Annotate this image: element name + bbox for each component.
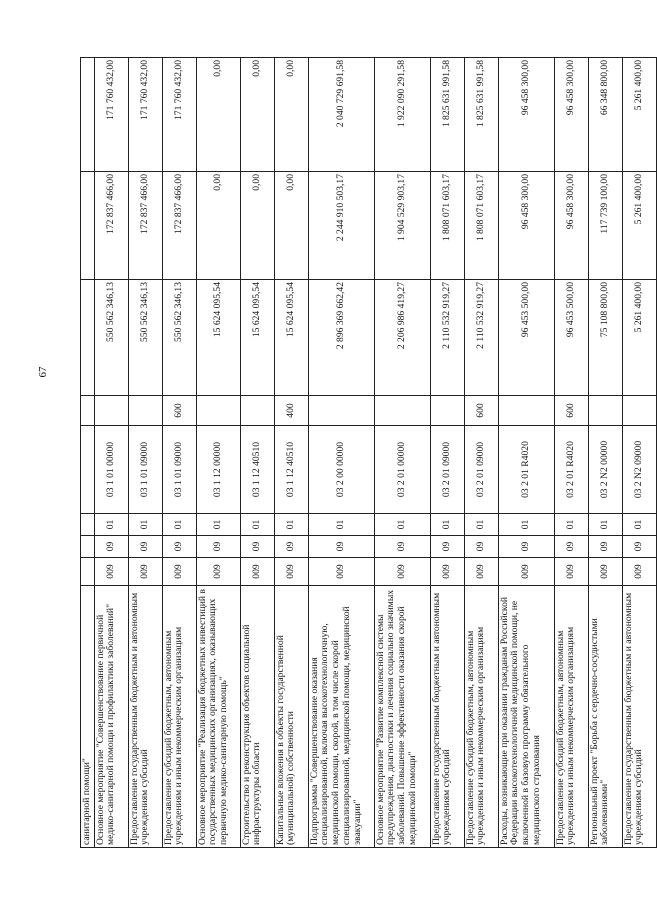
cell-description: санитарной помощи"	[81, 586, 95, 848]
cell-amount-1: 550 562 346,13	[94, 280, 128, 396]
cell-ministry: 009	[274, 558, 308, 586]
cell-ministry: 009	[464, 558, 498, 586]
cell-subsection: 01	[588, 514, 622, 536]
cell-amount-2: 1 904 529 903,17	[374, 172, 430, 280]
cell-target-article: 03 2 01 R4020	[498, 426, 554, 514]
cell-amount-2: 5 261 400,00	[622, 172, 656, 280]
cell-section: 09	[588, 536, 622, 558]
cell-ministry: 009	[128, 558, 162, 586]
cell-subsection: 01	[374, 514, 430, 536]
table-row	[554, 58, 588, 848]
cell-expense-type	[622, 396, 656, 426]
cell-amount-2: 172 837 466,00	[94, 172, 128, 280]
cell-section: 09	[374, 536, 430, 558]
cell-description: Основное мероприятие "Совершенствование первичной медико-санитарной помощи и профилактики заболеваний"	[94, 586, 128, 848]
cell-subsection: 01	[94, 514, 128, 536]
cell-description: Строительство и реконструкция объектов социальной инфраструктуры области	[240, 586, 274, 848]
cell-amount-1: 2 110 532 919,27	[430, 280, 464, 396]
cell-description: Подпрограмма "Совершенствование оказания специализированной, включая высокотехнологичную, медицинской помощи, скорой, в том числе скорой специализированной, медицинской помощи, медицинской эвакуации"	[308, 586, 374, 848]
cell-subsection: 01	[430, 514, 464, 536]
cell-amount-1: 15 624 095,54	[240, 280, 274, 396]
cell-amount-3: 2 040 729 691,58	[308, 58, 374, 172]
cell-description: Предоставление субсидий бюджетным, автономным учреждениям и иным некоммерческим организациям	[464, 586, 498, 848]
cell-amount-2: 0,00	[196, 172, 240, 280]
cell-description: Предоставление субсидий бюджетным, автономным учреждениям и иным некоммерческим организациям	[554, 586, 588, 848]
cell-expense-type	[81, 396, 95, 426]
table-row	[196, 58, 240, 848]
cell-amount-2: 0,00	[240, 172, 274, 280]
cell-amount-3: 171 760 432,00	[94, 58, 128, 172]
cell-section: 09	[622, 536, 656, 558]
cell-expense-type	[240, 396, 274, 426]
cell-amount-2: 172 837 466,00	[128, 172, 162, 280]
cell-section: 09	[274, 536, 308, 558]
cell-subsection: 01	[162, 514, 196, 536]
cell-amount-2	[81, 172, 95, 280]
cell-amount-2: 2 244 910 503,17	[308, 172, 374, 280]
cell-expense-type	[430, 396, 464, 426]
cell-section: 09	[308, 536, 374, 558]
cell-expense-type	[374, 396, 430, 426]
cell-description: Предоставление государственным бюджетным и автономным учреждениям субсидий	[430, 586, 464, 848]
cell-target-article: 03 2 N2 00000	[588, 426, 622, 514]
table-row	[498, 58, 554, 848]
cell-ministry: 009	[430, 558, 464, 586]
table-row	[81, 58, 95, 848]
cell-expense-type	[94, 396, 128, 426]
cell-amount-2: 1 808 071 603,17	[464, 172, 498, 280]
cell-ministry: 009	[162, 558, 196, 586]
cell-amount-1: 2 110 532 919,27	[464, 280, 498, 396]
rotated-page	[80, 58, 645, 848]
cell-target-article: 03 2 N2 09000	[622, 426, 656, 514]
cell-target-article: 03 1 01 00000	[94, 426, 128, 514]
cell-ministry: 009	[374, 558, 430, 586]
cell-ministry: 009	[554, 558, 588, 586]
cell-expense-type	[498, 396, 554, 426]
cell-section: 09	[430, 536, 464, 558]
cell-ministry: 009	[94, 558, 128, 586]
cell-target-article: 03 2 01 R4020	[554, 426, 588, 514]
cell-subsection: 01	[622, 514, 656, 536]
cell-amount-2: 1 808 071 603,17	[430, 172, 464, 280]
budget-table	[80, 57, 657, 848]
cell-description: Предоставление субсидий бюджетным, автономным учреждениям и иным некоммерческим организациям	[162, 586, 196, 848]
page-number: 67	[37, 366, 49, 378]
cell-target-article: 03 2 01 00000	[374, 426, 430, 514]
cell-subsection: 01	[196, 514, 240, 536]
cell-amount-1: 15 624 095,54	[274, 280, 308, 396]
cell-target-article: 03 2 01 09000	[430, 426, 464, 514]
table-body	[81, 58, 657, 848]
table-row	[94, 58, 128, 848]
cell-description: Капитальные вложения в объекты государственной (муниципальной) собственности	[274, 586, 308, 848]
cell-section: 09	[498, 536, 554, 558]
cell-expense-type: 600	[162, 396, 196, 426]
table-row	[128, 58, 162, 848]
cell-amount-2: 96 458 300,00	[498, 172, 554, 280]
rotated-content	[80, 58, 645, 848]
table-row	[240, 58, 274, 848]
cell-section: 09	[94, 536, 128, 558]
cell-section: 09	[196, 536, 240, 558]
cell-subsection: 01	[554, 514, 588, 536]
cell-section: 09	[162, 536, 196, 558]
cell-amount-3: 1 922 090 291,58	[374, 58, 430, 172]
cell-amount-1: 550 562 346,13	[162, 280, 196, 396]
table-row	[308, 58, 374, 848]
cell-target-article: 03 2 01 09000	[464, 426, 498, 514]
cell-description: Предоставление государственным бюджетным и автономным учреждениям субсидий	[622, 586, 656, 848]
cell-ministry: 009	[240, 558, 274, 586]
cell-subsection: 01	[464, 514, 498, 536]
cell-amount-2: 172 837 466,00	[162, 172, 196, 280]
cell-amount-1: 2 206 986 419,27	[374, 280, 430, 396]
cell-ministry: 009	[622, 558, 656, 586]
table-row	[374, 58, 430, 848]
cell-amount-1	[81, 280, 95, 396]
cell-subsection: 01	[308, 514, 374, 536]
cell-amount-1: 75 108 800,00	[588, 280, 622, 396]
cell-ministry: 009	[498, 558, 554, 586]
cell-subsection: 01	[128, 514, 162, 536]
cell-target-article: 03 1 01 09000	[128, 426, 162, 514]
cell-amount-3: 1 825 631 991,58	[464, 58, 498, 172]
cell-amount-3: 0,00	[196, 58, 240, 172]
cell-subsection: 01	[274, 514, 308, 536]
cell-target-article	[81, 426, 95, 514]
cell-section: 09	[554, 536, 588, 558]
table-row	[430, 58, 464, 848]
cell-amount-3: 96 458 300,00	[554, 58, 588, 172]
cell-description: Региональный проект "Борьба с сердечно-сосудистыми заболеваниями"	[588, 586, 622, 848]
cell-expense-type: 600	[464, 396, 498, 426]
cell-amount-3: 0,00	[274, 58, 308, 172]
cell-amount-1: 550 562 346,13	[128, 280, 162, 396]
cell-ministry: 009	[308, 558, 374, 586]
cell-amount-3: 66 348 800,00	[588, 58, 622, 172]
cell-amount-2: 117 739 100,00	[588, 172, 622, 280]
table-row	[162, 58, 196, 848]
cell-amount-1: 96 453 500,00	[554, 280, 588, 396]
table-row	[464, 58, 498, 848]
cell-amount-2: 0,00	[274, 172, 308, 280]
cell-description: Основное мероприятие "Реализация бюджетных инвестиций в государственных медицинских организациях, оказывающих первичную медико-санитарную помощь"	[196, 586, 240, 848]
cell-ministry: 009	[588, 558, 622, 586]
cell-expense-type	[308, 396, 374, 426]
cell-expense-type: 400	[274, 396, 308, 426]
cell-amount-3	[81, 58, 95, 172]
cell-section: 09	[240, 536, 274, 558]
cell-amount-2: 96 458 300,00	[554, 172, 588, 280]
cell-expense-type	[128, 396, 162, 426]
cell-section: 09	[128, 536, 162, 558]
cell-subsection	[81, 514, 95, 536]
cell-ministry: 009	[196, 558, 240, 586]
cell-target-article: 03 1 12 40510	[240, 426, 274, 514]
table-row	[622, 58, 656, 848]
cell-target-article: 03 1 01 09000	[162, 426, 196, 514]
cell-description: Основное мероприятие "Развитие комплексной системы предупреждения, диагностики и лечения социально значимых заболеваний. Повышение эффективности оказания скорой медицинской помощи"	[374, 586, 430, 848]
cell-target-article: 03 1 12 00000	[196, 426, 240, 514]
cell-section: 09	[464, 536, 498, 558]
cell-description: Предоставление государственным бюджетным и автономным учреждениям субсидий	[128, 586, 162, 848]
cell-amount-3: 96 458 300,00	[498, 58, 554, 172]
cell-ministry	[81, 558, 95, 586]
cell-subsection: 01	[498, 514, 554, 536]
cell-amount-3: 1 825 631 991,58	[430, 58, 464, 172]
cell-expense-type	[196, 396, 240, 426]
cell-subsection: 01	[240, 514, 274, 536]
cell-amount-1: 5 261 400,00	[622, 280, 656, 396]
cell-expense-type: 600	[554, 396, 588, 426]
cell-section	[81, 536, 95, 558]
cell-target-article: 03 2 00 00000	[308, 426, 374, 514]
cell-amount-1: 15 624 095,54	[196, 280, 240, 396]
cell-amount-3: 171 760 432,00	[162, 58, 196, 172]
cell-amount-1: 96 453 500,00	[498, 280, 554, 396]
cell-amount-1: 2 896 369 662,42	[308, 280, 374, 396]
table-row	[588, 58, 622, 848]
cell-description: Расходы, возникающие при оказании гражданам Российской Федерации высокотехнологичной медицинской помощи, не включенной в базовую программу обязательного медицинского страхования	[498, 586, 554, 848]
cell-amount-3: 5 261 400,00	[622, 58, 656, 172]
cell-amount-3: 0,00	[240, 58, 274, 172]
table-row	[274, 58, 308, 848]
cell-expense-type	[588, 396, 622, 426]
cell-target-article: 03 1 12 40510	[274, 426, 308, 514]
cell-amount-3: 171 760 432,00	[128, 58, 162, 172]
